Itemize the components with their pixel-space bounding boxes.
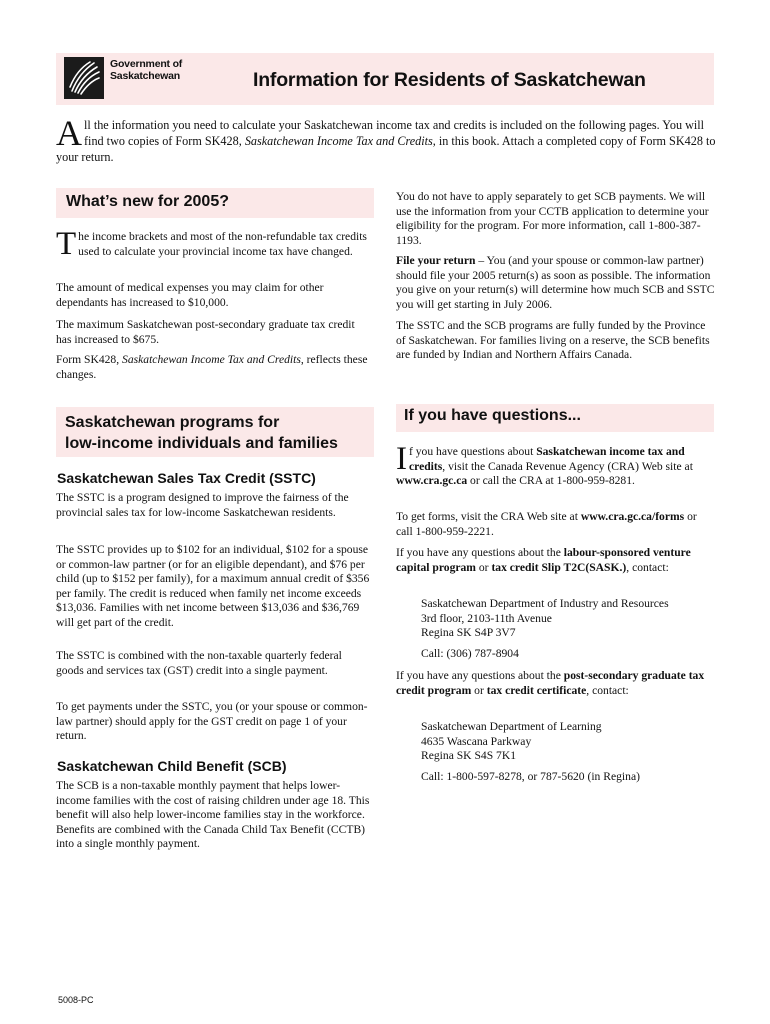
file-return-label: File your return <box>396 254 476 267</box>
questions-p3 <box>396 546 714 575</box>
q4-a: If you have any questions about the <box>396 669 564 682</box>
file-return-paragraph <box>396 254 716 312</box>
address-learning-line3: Regina SK S4S 7K1 <box>421 749 517 763</box>
q3-or: or <box>475 560 492 574</box>
intro-form-title: Saskatchewan Income Tax and Credits <box>244 134 433 148</box>
address-learning-line1: Saskatchewan Department of Learning <box>421 720 602 733</box>
q1-bold: Saskatchewan income tax and credits <box>409 445 685 473</box>
scb-p2: You do not have to apply separately to get SCB payments. We will use the information from your CCTB application to determine your eligibility for the program. For more information, call 1-800-387-1193. <box>396 190 709 247</box>
cra-website-link[interactable]: www.cra.gc.ca <box>396 474 468 488</box>
whats-new-p4-b: , reflects these changes. <box>56 353 368 381</box>
whats-new-p2: The amount of medical expenses you may claim for other dependants has increased to $10,000. <box>56 281 324 309</box>
questions-p2 <box>396 510 714 539</box>
q1-c: or call the CRA at 1-800-959-8281. <box>467 474 635 488</box>
page-title: Information for Residents of Saskatchewan <box>253 69 646 91</box>
whats-new-p3: The maximum Saskatchewan post-secondary graduate tax credit has increased to $675. <box>56 318 355 346</box>
intro-dropcap: A <box>56 113 82 153</box>
intro-text-a: ll the information you need to calculate your Saskatchewan income tax and credits is included on the following pages. You will find two copies of Form SK428, <box>84 118 705 148</box>
q4-bold2: tax credit certificate <box>486 683 587 697</box>
address-learning <box>421 720 717 764</box>
q4-bold1: post-secondary graduate tax credit program <box>396 669 705 697</box>
sstc-p2: The SSTC provides up to $102 for an individual, $102 for a spouse or common-law partner (or for an eligible dependant), and $76 per child (up to $152 per family), for a maximum annual credit of $356 per family. The credit is reduced when family net income exceeds $13,036. Families with net income between $13,036 and $36,769 will get part of the credit. <box>56 543 370 629</box>
whats-new-dropcap: T <box>56 226 77 262</box>
q1-b: , visit the Canada Revenue Agency (CRA) Web site at <box>442 459 693 473</box>
logo-text <box>110 58 182 82</box>
address-industry-line2: 3rd floor, 2103-11th Avenue <box>421 611 552 625</box>
questions-p4 <box>396 669 714 698</box>
sstc-p4: To get payments under the SSTC, you (or your spouse or common-law partner) should apply for the GST credit on page 1 of your return. <box>56 700 368 743</box>
q1-a: f you have questions about <box>409 445 537 458</box>
scb-heading: Saskatchewan Child Benefit (SCB) <box>57 758 287 774</box>
government-logo <box>64 57 192 101</box>
intro-text-b: , in this book. Attach a completed copy of Form SK428 to your return. <box>56 134 716 164</box>
address-industry-line3: Regina SK S4P 3V7 <box>421 626 516 640</box>
whats-new-p4 <box>56 353 370 382</box>
questions-p1 <box>396 441 714 489</box>
address-learning-line2: 4635 Wascana Parkway <box>421 734 532 748</box>
industry-phone: Call: (306) 787-8904 <box>421 647 519 660</box>
whats-new-p1 <box>56 226 370 262</box>
logo-line-1: Government of <box>110 58 183 70</box>
q3-bold1: labour-sponsored venture capital program <box>396 546 691 574</box>
form-code: 5008-PC <box>58 995 94 1005</box>
intro-paragraph <box>56 113 716 165</box>
q3-bold2: tax credit Slip T2C(SASK.) <box>491 560 627 574</box>
whats-new-p4-form: Saskatchewan Income Tax and Credits <box>122 353 301 366</box>
programs-heading-line2: low-income individuals and families <box>65 435 338 452</box>
sstc-p3: The SSTC is combined with the non-taxable quarterly federal goods and services tax (GST) credit into a single payment. <box>56 649 342 677</box>
q3-a: If you have any questions about the <box>396 546 564 559</box>
sstc-p1: The SSTC is a program designed to improve the fairness of the provincial sales tax for low-income Saskatchewan residents. <box>56 491 349 519</box>
programs-heading-line1: Saskatchewan programs for <box>65 414 280 431</box>
whats-new-heading: What’s new for 2005? <box>66 193 229 210</box>
address-industry <box>421 597 717 641</box>
q3-b: , contact: <box>626 560 669 574</box>
cra-forms-link[interactable]: www.cra.gc.ca/forms <box>580 510 685 523</box>
q4-or: or <box>471 683 487 697</box>
q2-b: or call 1-800-959-2221. <box>396 510 697 538</box>
wheat-sheaf-icon <box>64 57 104 99</box>
q4-b: , contact: <box>586 683 629 697</box>
learning-phone: Call: 1-800-597-8278, or 787-5620 (in Regina) <box>421 770 640 783</box>
q2-a: To get forms, visit the CRA Web site at <box>396 510 581 523</box>
address-industry-line1: Saskatchewan Department of Industry and Resources <box>421 597 669 610</box>
sstc-heading: Saskatchewan Sales Tax Credit (SSTC) <box>57 470 316 486</box>
whats-new-p1-text: he income brackets and most of the non-refundable tax credits used to calculate your provincial income tax have changed. <box>78 230 367 258</box>
questions-dropcap: I <box>396 441 407 477</box>
scb-p1: The SCB is a non-taxable monthly payment that helps lower-income families with the cost of raising children under age 18. This benefit will also help lower-income families stay in the workforce. Benefits are combined with the Canada Child Tax Benefit (CCTB) into a single monthly payment. <box>56 779 370 851</box>
whats-new-p4-a: Form SK428, <box>56 353 123 366</box>
programs-heading <box>65 412 338 454</box>
logo-line-2: Saskatchewan <box>110 70 180 82</box>
questions-heading: If you have questions... <box>404 407 581 424</box>
funded-paragraph: The SSTC and the SCB programs are fully funded by the Province of Saskatchewan. For families living on a reserve, the SCB benefits are funded by Indian and Northern Affairs Canada. <box>396 319 710 362</box>
file-return-text: – You (and your spouse or common-law partner) should file your 2005 return(s) as soon as possible. The information you give on your return(s) will determine how much SCB and SSTC you will get starting in July 2006. <box>396 254 715 311</box>
